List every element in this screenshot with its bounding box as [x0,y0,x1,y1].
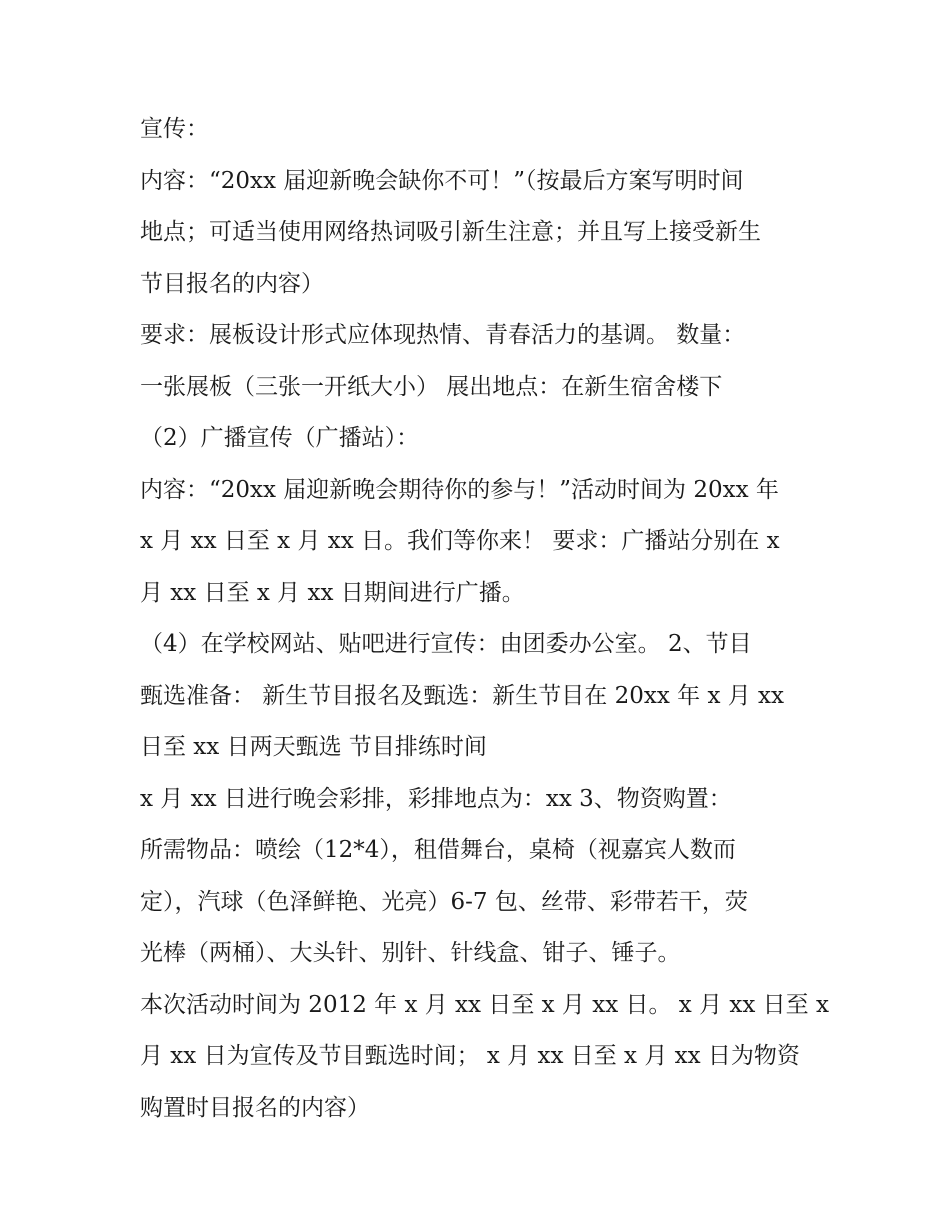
text-line: 所需物品：喷绘（12*4），租借舞台，桌椅（视嘉宾人数而 [140,837,736,863]
text-line: 日至 xx 日两天甄选 节目排练时间 [140,734,487,760]
document-body [140,104,829,1134]
text-line: （4）在学校网站、贴吧进行宣传：由团委办公室。 2、节目 [140,631,752,657]
text-line: 月 xx 日为宣传及节目甄选时间； x 月 xx 日至 x 月 xx 日为物资 [140,1043,800,1069]
text-line: x 月 xx 日至 x 月 xx 日。我们等你来！ 要求：广播站分别在 x [140,528,780,554]
text-line: 光棒（两桶）、大头针、别针、针线盒、钳子、锤子。 [140,940,681,966]
text-line: 甄选准备： 新生节目报名及甄选：新生节目在 20xx 年 x 月 xx [140,682,784,709]
text-line: 月 xx 日至 x 月 xx 日期间进行广播。 [140,579,525,606]
text-line: 宣传： [140,116,209,142]
text-line: 内容：“20xx 届迎新晚会缺你不可！”（按最后方案写明时间 [140,167,744,194]
text-line: 地点；可适当使用网络热词吸引新生注意；并且写上接受新生 [140,219,761,245]
text-line: 内容：“20xx 届迎新晚会期待你的参与！”活动时间为 20xx 年 [140,476,779,503]
text-line: 购置时目报名的内容） [140,1094,370,1121]
text-line: 一张展板（三张一开纸大小） 展出地点：在新生宿舍楼下 [140,373,723,400]
text-line: 要求：展板设计形式应体现热情、青春活力的基调。 数量： [140,322,746,348]
text-line: 本次活动时间为 2012 年 x 月 xx 日至 x 月 xx 日。 x 月 xx 日至 x [140,991,829,1018]
text-line: （2）广播宣传（广播站）： [140,425,420,451]
text-line: 节目报名的内容） [140,270,324,297]
text-line: x 月 xx 日进行晚会彩排，彩排地点为：xx 3、物资购置： [140,785,732,812]
text-line: 定），汽球（色泽鲜艳、光亮）6-7 包、丝带、彩带若干，荧 [140,888,748,915]
